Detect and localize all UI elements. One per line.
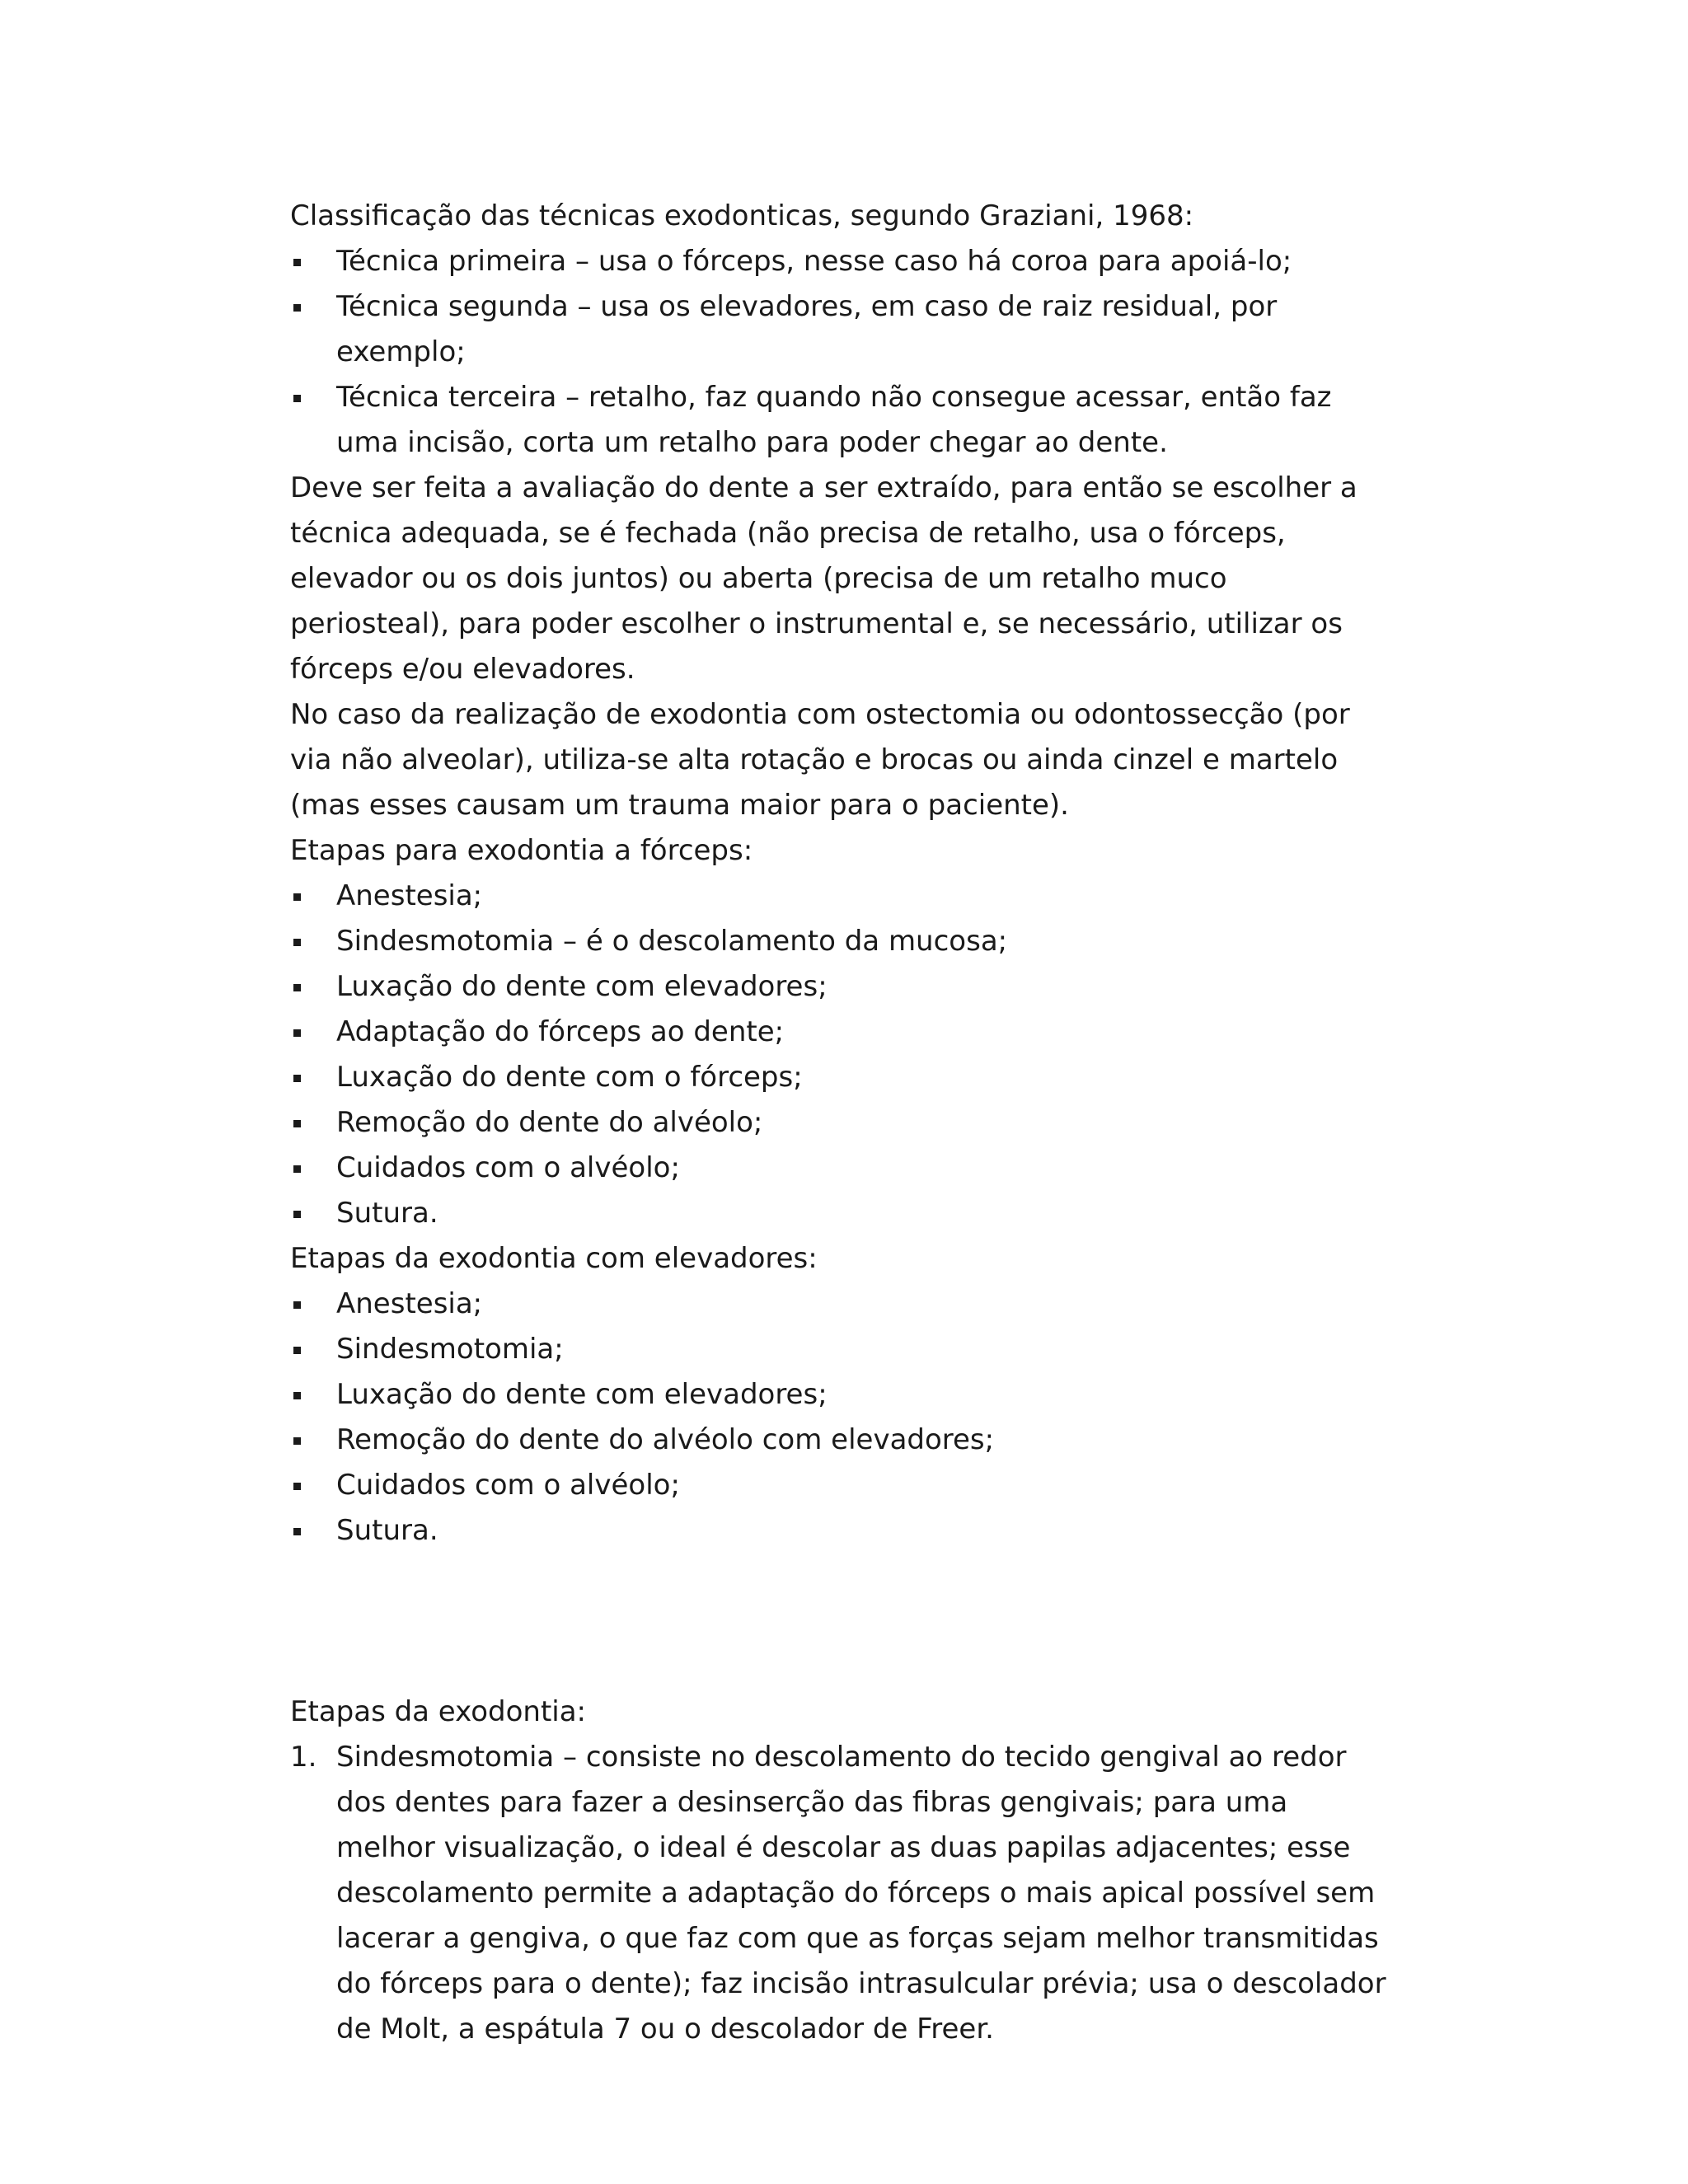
list-item: Sindesmotomia – é o descolamento da mucosa; [290,919,1395,964]
numbered-list-item [290,1735,1395,2052]
list-item: Cuidados com o alvéolo; [290,1146,1395,1191]
list-item: Remoção do dente do alvéolo; [290,1100,1395,1146]
list-item: Luxação do dente com o fórceps; [290,1055,1395,1100]
list-item: Anestesia; [290,874,1395,919]
forceps-steps-list [290,874,1395,1236]
elevator-steps-list [290,1282,1395,1554]
list-number: 1. [290,1741,317,1774]
list-item: Remoção do dente do alvéolo com elevadores; [290,1418,1395,1463]
list-item: Técnica primeira – usa o fórceps, nesse caso há coroa para apoiá-lo; [290,239,1395,284]
section-heading-forceps: Etapas para exodontia a fórceps: [290,834,753,867]
list-item: Luxação do dente com elevadores; [290,964,1395,1010]
list-item: Técnica segunda – usa os elevadores, em caso de raiz residual, por exemplo; [290,284,1395,375]
paragraph-evaluation: Deve ser feita a avaliação do dente a ser extraído, para então se escolher a técnica adequada, se é fechada (não precisa de retalho, usa o fórceps, elevador ou os dois juntos) ou aberta (precisa de um retalho muco periosteal), para poder escolher o instrumental e, se necessário, utilizar os fórceps e/ou elevadores. [290,471,1357,686]
list-item: Luxação do dente com elevadores; [290,1372,1395,1418]
list-item: Adaptação do fórceps ao dente; [290,1010,1395,1055]
document-page [290,194,1395,2052]
paragraph-ostectomy: No caso da realização de exodontia com ostectomia ou odontossecção (por via não alveolar), utiliza-se alta rotação e brocas ou ainda cinzel e martelo (mas esses causam um trauma maior para o paciente). [290,698,1350,822]
list-item-text: Sindesmotomia – consiste no descolamento do tecido gengival ao redor dos dentes para fazer a desinserção das fibras gengivais; para uma melhor visualização, o ideal é descolar as duas papilas adjacentes; esse descolamento permite a adaptação do fórceps o mais apical possível sem lacerar a gengiva, o que faz com que as forças sejam melhor transmitidas do fórceps para o dente); faz incisão intrasulcular prévia; usa o descolador de Molt, a espátula 7 ou o descolador de Freer. [336,1741,1386,2046]
section-heading-stages: Etapas da exodontia: [290,1695,587,1728]
list-item: Anestesia; [290,1282,1395,1327]
section-heading-classification: Classificação das técnicas exodonticas, segundo Graziani, 1968: [290,199,1194,232]
list-item: Sutura. [290,1508,1395,1554]
list-item: Sutura. [290,1191,1395,1236]
section-heading-elevators: Etapas da exodontia com elevadores: [290,1242,818,1275]
stages-list [290,1735,1395,2052]
list-item: Técnica terceira – retalho, faz quando não consegue acessar, então faz uma incisão, corta um retalho para poder chegar ao dente. [290,375,1395,466]
list-item: Sindesmotomia; [290,1327,1395,1372]
list-item: Cuidados com o alvéolo; [290,1463,1395,1508]
classification-list [290,239,1395,466]
blank-space [290,1554,1395,1690]
